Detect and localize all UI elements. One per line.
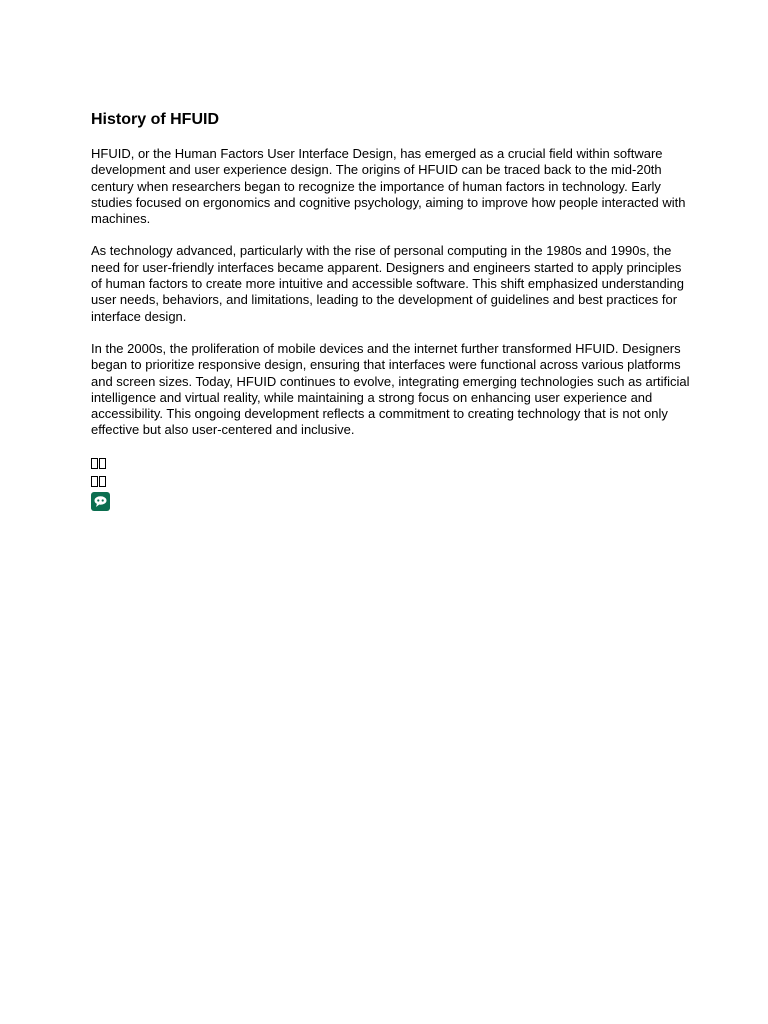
missing-glyph-icon xyxy=(91,476,98,487)
document-page xyxy=(91,110,691,516)
paragraph-personal-computing: As technology advanced, particularly with the rise of personal computing in the 1980s and 1990s, the need for user-friendly interfaces became apparent. Designers and engineers started to apply principles of human factors to create more intuitive and accessible software. This shift emphasized understanding user needs, behaviors, and limitations, leading to the development of guidelines and best practices for interface design. xyxy=(91,243,685,324)
document-title: History of HFUID xyxy=(91,111,219,128)
missing-glyph-icon xyxy=(91,458,98,469)
missing-glyph-row-2 xyxy=(91,473,691,491)
paragraph-origins: HFUID, or the Human Factors User Interface Design, has emerged as a crucial field within software development and user experience design. The origins of HFUID can be traced back to the mid-20th century when researchers began to recognize the importance of human factors in technology. Early studies focused on ergonomics and cognitive psychology, aiming to improve how people interacted with machines. xyxy=(91,146,686,227)
paragraph-modern-era: In the 2000s, the proliferation of mobile devices and the internet further transformed HFUID. Designers began to prioritize responsive design, ensuring that interfaces were functional across various platforms and screen sizes. Today, HFUID continues to evolve, integrating emerging technologies such as artificial intelligence and virtual reality, while maintaining a strong focus on enhancing user experience and accessibility. This ongoing development reflects a commitment to creating technology that is not only effective but also user-centered and inclusive. xyxy=(91,340,690,438)
missing-glyph-icon xyxy=(99,476,106,487)
chat-bubble-icon[interactable] xyxy=(91,492,110,511)
missing-glyph-icon xyxy=(99,458,106,469)
missing-glyph-row-1 xyxy=(91,455,691,473)
